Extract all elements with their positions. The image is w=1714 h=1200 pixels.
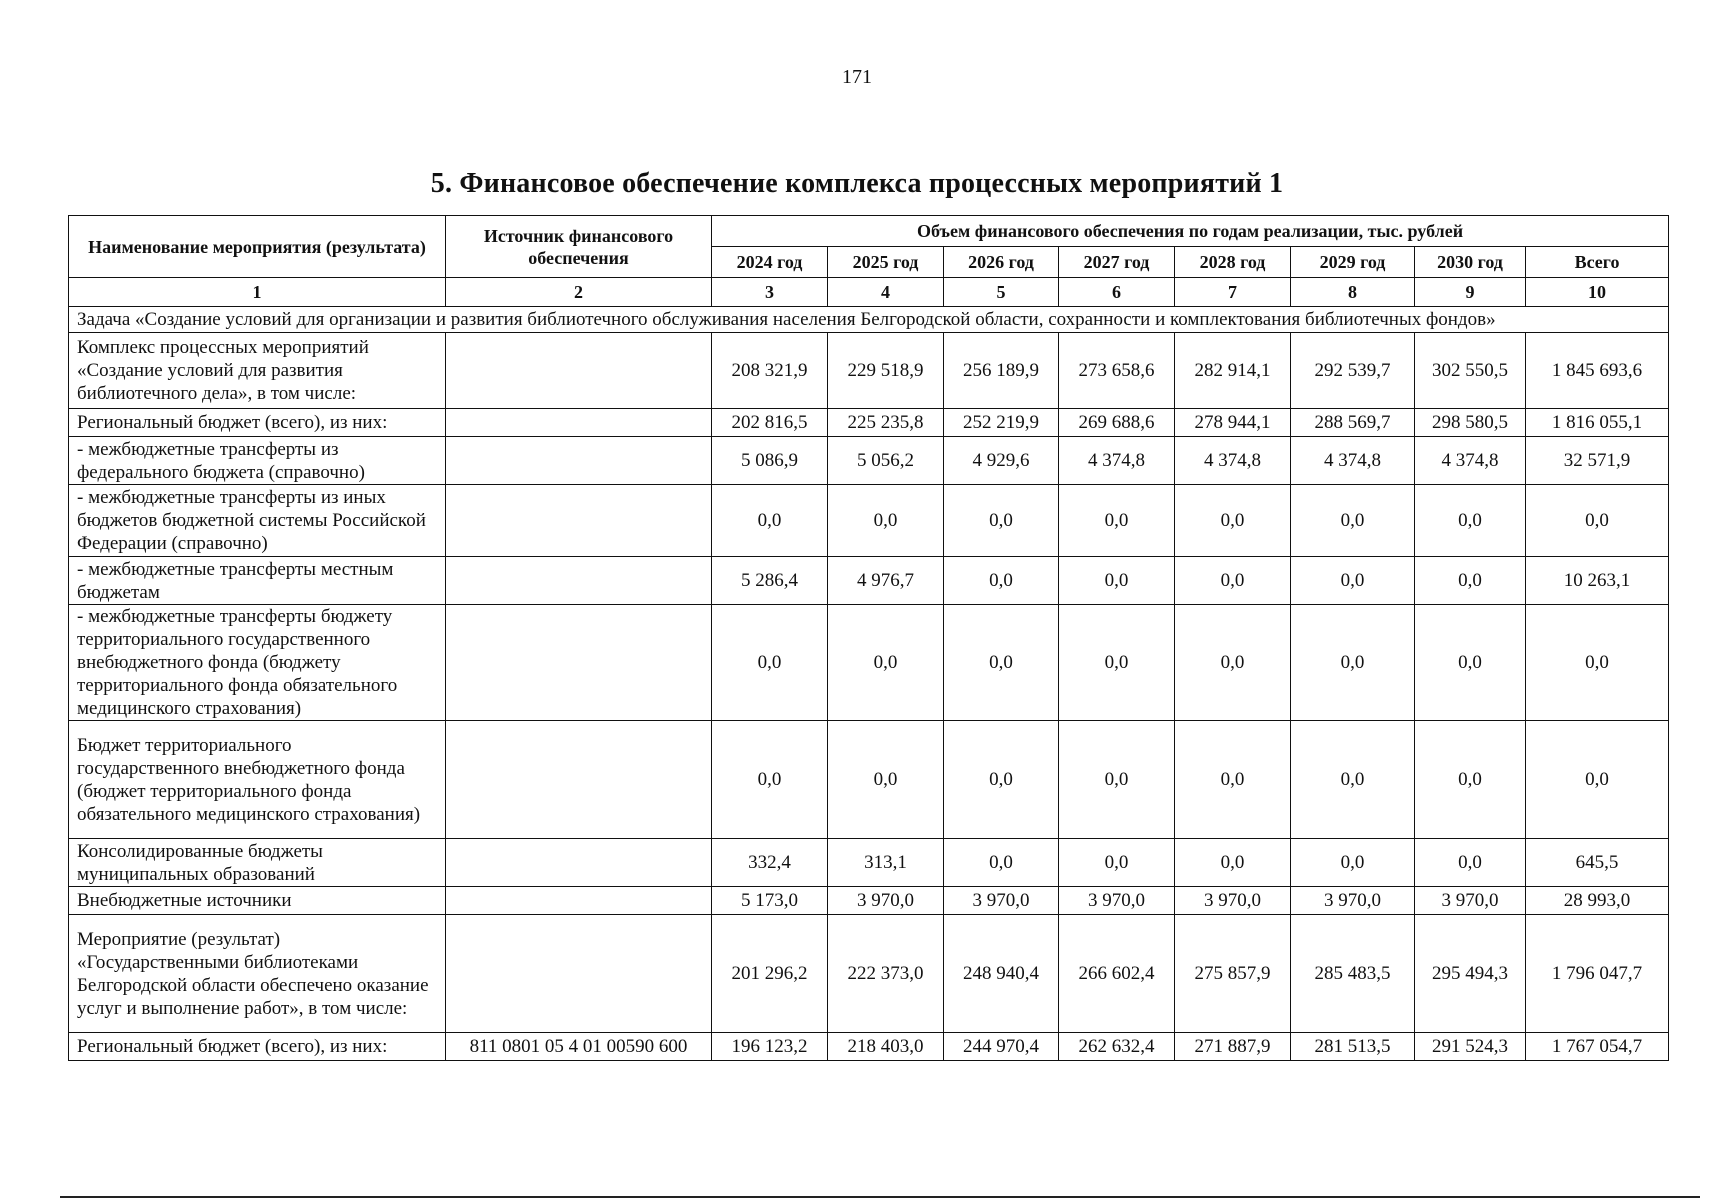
row-source: 811 0801 05 4 01 00590 600 [446, 1033, 712, 1061]
row-value: 229 518,9 [828, 333, 944, 409]
row-value: 645,5 [1526, 839, 1669, 887]
row-value: 196 123,2 [712, 1033, 828, 1061]
row-value: 244 970,4 [944, 1033, 1059, 1061]
row-value: 201 296,2 [712, 915, 828, 1033]
row-source [446, 437, 712, 485]
row-name: Региональный бюджет (всего), из них: [69, 409, 446, 437]
row-value: 3 970,0 [1291, 887, 1415, 915]
row-value: 273 658,6 [1059, 333, 1175, 409]
row-value: 3 970,0 [1415, 887, 1526, 915]
column-number: 10 [1526, 278, 1669, 307]
row-value: 202 816,5 [712, 409, 828, 437]
column-number: 7 [1175, 278, 1291, 307]
row-value: 0,0 [1175, 557, 1291, 605]
row-value: 0,0 [1291, 839, 1415, 887]
row-value: 295 494,3 [1415, 915, 1526, 1033]
row-value: 248 940,4 [944, 915, 1059, 1033]
row-value: 0,0 [1526, 721, 1669, 839]
column-number: 1 [69, 278, 446, 307]
row-value: 3 970,0 [1059, 887, 1175, 915]
row-value: 0,0 [1415, 721, 1526, 839]
row-value: 281 513,5 [1291, 1033, 1415, 1061]
row-name: - межбюджетные трансферты бюджету территориального государственного внебюджетного фонда (бюджету территориального фонда обязательного медицинского страхования) [69, 605, 446, 721]
row-name: Бюджет территориального государственного внебюджетного фонда (бюджет территориального фонда обязательного медицинского страхования) [69, 721, 446, 839]
row-source [446, 915, 712, 1033]
page-number: 171 [842, 66, 872, 88]
row-value: 266 602,4 [1059, 915, 1175, 1033]
row-value: 0,0 [1415, 485, 1526, 557]
row-value: 292 539,7 [1291, 333, 1415, 409]
table-row [69, 887, 1669, 915]
row-value: 4 374,8 [1059, 437, 1175, 485]
row-value: 0,0 [1059, 839, 1175, 887]
header-volume: Объем финансового обеспечения по годам реализации, тыс. рублей [712, 216, 1669, 247]
row-value: 271 887,9 [1175, 1033, 1291, 1061]
row-value: 3 970,0 [828, 887, 944, 915]
row-value: 332,4 [712, 839, 828, 887]
task-row: Задача «Создание условий для организации и развития библиотечного обслуживания населения Белгородской области, сохранности и комплектования библиотечных фондов» [69, 307, 1669, 333]
header-year: 2027 год [1059, 247, 1175, 278]
bottom-rule [60, 1196, 1700, 1198]
row-value: 3 970,0 [944, 887, 1059, 915]
header-year: Всего [1526, 247, 1669, 278]
table-row [69, 915, 1669, 1033]
row-source [446, 485, 712, 557]
row-value: 302 550,5 [1415, 333, 1526, 409]
table-row [69, 1033, 1669, 1061]
row-value: 0,0 [944, 839, 1059, 887]
row-value: 1 767 054,7 [1526, 1033, 1669, 1061]
header-year: 2026 год [944, 247, 1059, 278]
row-source [446, 839, 712, 887]
column-number: 8 [1291, 278, 1415, 307]
row-value: 0,0 [712, 605, 828, 721]
row-value: 0,0 [712, 721, 828, 839]
row-value: 0,0 [1526, 605, 1669, 721]
row-value: 0,0 [1291, 557, 1415, 605]
row-value: 285 483,5 [1291, 915, 1415, 1033]
table-row [69, 333, 1669, 409]
row-value: 1 845 693,6 [1526, 333, 1669, 409]
row-value: 0,0 [1291, 485, 1415, 557]
page-title: 5. Финансовое обеспечение комплекса процессных мероприятий 1 [430, 168, 1284, 199]
row-source [446, 605, 712, 721]
header-year: 2024 год [712, 247, 828, 278]
header-year: 2025 год [828, 247, 944, 278]
column-number: 4 [828, 278, 944, 307]
header-source: Источник финансового обеспечения [446, 216, 712, 278]
row-value: 0,0 [1175, 721, 1291, 839]
row-value: 4 976,7 [828, 557, 944, 605]
row-value: 298 580,5 [1415, 409, 1526, 437]
row-value: 4 929,6 [944, 437, 1059, 485]
table-row [69, 437, 1669, 485]
row-name: - межбюджетные трансферты из федерального бюджета (справочно) [69, 437, 446, 485]
row-value: 0,0 [1175, 605, 1291, 721]
table-row [69, 605, 1669, 721]
row-value: 0,0 [944, 721, 1059, 839]
row-value: 32 571,9 [1526, 437, 1669, 485]
row-value: 0,0 [1059, 557, 1175, 605]
row-value: 0,0 [828, 605, 944, 721]
table-row [69, 485, 1669, 557]
row-value: 222 373,0 [828, 915, 944, 1033]
row-value: 282 914,1 [1175, 333, 1291, 409]
row-value: 252 219,9 [944, 409, 1059, 437]
row-value: 208 321,9 [712, 333, 828, 409]
row-value: 0,0 [828, 721, 944, 839]
row-value: 0,0 [1175, 839, 1291, 887]
row-value: 0,0 [944, 605, 1059, 721]
row-source [446, 409, 712, 437]
row-value: 28 993,0 [1526, 887, 1669, 915]
column-number: 3 [712, 278, 828, 307]
row-source [446, 721, 712, 839]
row-value: 5 056,2 [828, 437, 944, 485]
row-value: 0,0 [1059, 605, 1175, 721]
row-value: 0,0 [1415, 839, 1526, 887]
row-name: Консолидированные бюджеты муниципальных образований [69, 839, 446, 887]
row-value: 4 374,8 [1175, 437, 1291, 485]
row-value: 0,0 [1059, 721, 1175, 839]
header-year: 2029 год [1291, 247, 1415, 278]
row-value: 288 569,7 [1291, 409, 1415, 437]
row-value: 4 374,8 [1415, 437, 1526, 485]
table-row [69, 557, 1669, 605]
row-value: 1 816 055,1 [1526, 409, 1669, 437]
row-value: 5 173,0 [712, 887, 828, 915]
row-name: Региональный бюджет (всего), из них: [69, 1033, 446, 1061]
table-row [69, 721, 1669, 839]
row-value: 275 857,9 [1175, 915, 1291, 1033]
row-source [446, 887, 712, 915]
financing-table [68, 215, 1669, 1061]
header-name: Наименование мероприятия (результата) [69, 216, 446, 278]
row-value: 0,0 [1415, 605, 1526, 721]
row-value: 1 796 047,7 [1526, 915, 1669, 1033]
column-number: 9 [1415, 278, 1526, 307]
row-value: 256 189,9 [944, 333, 1059, 409]
column-number: 5 [944, 278, 1059, 307]
row-name: - межбюджетные трансферты местным бюджетам [69, 557, 446, 605]
row-value: 278 944,1 [1175, 409, 1291, 437]
row-source [446, 333, 712, 409]
row-name: - межбюджетные трансферты из иных бюджетов бюджетной системы Российской Федерации (справочно) [69, 485, 446, 557]
row-value: 5 286,4 [712, 557, 828, 605]
row-value: 0,0 [828, 485, 944, 557]
row-value: 10 263,1 [1526, 557, 1669, 605]
row-value: 0,0 [1291, 605, 1415, 721]
row-name: Мероприятие (результат) «Государственными библиотеками Белгородской области обеспечено оказание услуг и выполнение работ», в том числе: [69, 915, 446, 1033]
row-value: 4 374,8 [1291, 437, 1415, 485]
row-value: 0,0 [1415, 557, 1526, 605]
column-number: 6 [1059, 278, 1175, 307]
table-row [69, 409, 1669, 437]
row-value: 269 688,6 [1059, 409, 1175, 437]
row-value: 262 632,4 [1059, 1033, 1175, 1061]
row-value: 5 086,9 [712, 437, 828, 485]
header-year: 2028 год [1175, 247, 1291, 278]
row-value: 218 403,0 [828, 1033, 944, 1061]
row-value: 291 524,3 [1415, 1033, 1526, 1061]
row-value: 3 970,0 [1175, 887, 1291, 915]
row-value: 0,0 [1175, 485, 1291, 557]
row-value: 0,0 [1526, 485, 1669, 557]
row-name: Внебюджетные источники [69, 887, 446, 915]
row-value: 0,0 [944, 557, 1059, 605]
row-value: 313,1 [828, 839, 944, 887]
row-value: 225 235,8 [828, 409, 944, 437]
row-source [446, 557, 712, 605]
row-value: 0,0 [1059, 485, 1175, 557]
row-value: 0,0 [1291, 721, 1415, 839]
row-value: 0,0 [944, 485, 1059, 557]
column-number: 2 [446, 278, 712, 307]
header-year: 2030 год [1415, 247, 1526, 278]
row-value: 0,0 [712, 485, 828, 557]
table-row [69, 839, 1669, 887]
row-name: Комплекс процессных мероприятий «Создание условий для развития библиотечного дела», в том числе: [69, 333, 446, 409]
